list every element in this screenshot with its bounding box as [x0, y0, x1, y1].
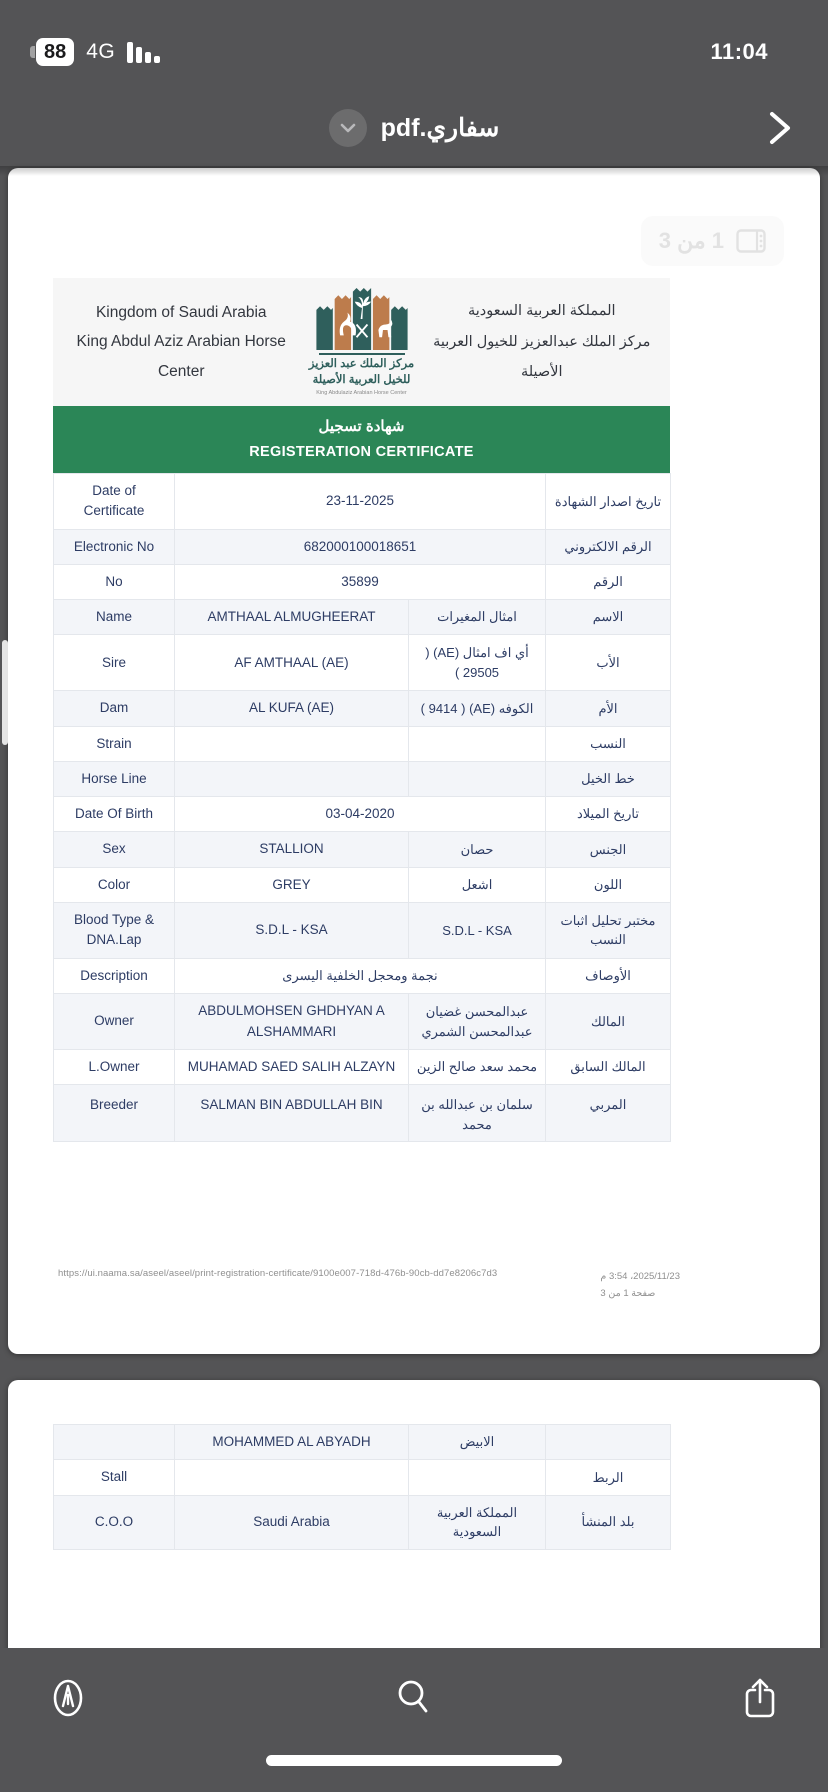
status-bar: [0, 0, 828, 90]
battery-percentage: 88: [36, 38, 74, 66]
cell-label-english: Dam: [54, 691, 175, 726]
cell-value-english: S.D.L - KSA: [175, 902, 409, 958]
cell-value-merged: نجمة ومحجل الخلفية اليسرى: [175, 958, 546, 993]
print-source-url: https://ui.naama.sa/aseel/aseel/print-registration-certificate/9100e007-718d-476b-90cb-dd7e8206c7d3: [58, 1268, 498, 1279]
cell-label-arabic: المالك: [546, 994, 671, 1050]
markup-button[interactable]: [40, 1670, 96, 1726]
cell-label-english: Strain: [54, 726, 175, 761]
cell-value-english: Saudi Arabia: [175, 1495, 409, 1549]
cell-label-english: Horse Line: [54, 761, 175, 796]
cell-label-arabic: الربط: [546, 1460, 671, 1495]
cell-label-arabic: الأم: [546, 691, 671, 726]
table-row: [54, 1050, 671, 1085]
search-icon: [392, 1676, 436, 1720]
print-page-number: صفحة 1 من 3: [600, 1288, 656, 1300]
clock: 11:04: [710, 39, 768, 64]
home-indicator[interactable]: [266, 1755, 562, 1766]
cell-label-arabic: المربي: [546, 1085, 671, 1142]
table-row: [54, 761, 671, 796]
cell-label-arabic: الأوصاف: [546, 958, 671, 993]
table-row: [54, 1085, 671, 1142]
table-row: [54, 867, 671, 902]
cell-value-english: ABDULMOHSEN GHDHYAN A ALSHAMMARI: [175, 994, 409, 1050]
horse-center-emblem-icon: [316, 288, 408, 350]
cell-label-english: No: [54, 564, 175, 599]
cell-label-arabic: تاريخ الميلاد: [546, 797, 671, 832]
cell-value-arabic: [409, 726, 546, 761]
cell-label-english: Breeder: [54, 1085, 175, 1142]
scrollbar[interactable]: [2, 640, 8, 745]
cell-value-merged: 23-11-2025: [175, 474, 546, 530]
logo-caption: King Abdulaziz Arabian Horse Center: [316, 390, 407, 397]
table-row: [54, 1495, 671, 1549]
cell-value-arabic: سلمان بن عبدالله بن محمد: [409, 1085, 546, 1142]
cell-label-arabic: الجنس: [546, 832, 671, 867]
network-type-label: 4G: [86, 40, 116, 63]
cell-label-english: Blood Type & DNA.Lap: [54, 902, 175, 958]
table-row: [54, 635, 671, 691]
certificate-body: [53, 278, 670, 1142]
page-indicator-button[interactable]: [641, 216, 784, 266]
signal-strength-icon: [127, 41, 160, 63]
table-row: [54, 832, 671, 867]
cell-value-english: MUHAMAD SAED SALIH ALZAYN: [175, 1050, 409, 1085]
header-arabic-text: المملكة العربية السعودية مركز الملك عبدالعزيز للخيول العربية الأصيلة: [433, 303, 651, 381]
cell-label-english: C.O.O: [54, 1495, 175, 1549]
nav-bar: [0, 90, 828, 166]
cell-label-arabic: بلد المنشأ: [546, 1495, 671, 1549]
cell-value-merged: 03-04-2020: [175, 797, 546, 832]
print-datetime: 2025/11/23، 3:54 م: [600, 1271, 680, 1282]
pdf-print-footer: [58, 1268, 680, 1302]
cell-value-english: AMTHAAL ALMUGHEERAT: [175, 600, 409, 635]
title-disclosure-button[interactable]: [329, 109, 367, 147]
battery-icon: [30, 38, 74, 66]
logo-divider: [319, 353, 405, 355]
cell-value-english: [175, 761, 409, 796]
cell-label-english: [54, 1425, 175, 1460]
cell-value-merged: 35899: [175, 564, 546, 599]
cell-label-english: Electronic No: [54, 529, 175, 564]
certificate-table: [53, 473, 671, 1142]
cell-label-english: Stall: [54, 1460, 175, 1495]
cell-value-english: AL KUFA (AE): [175, 691, 409, 726]
cell-label-arabic: النسب: [546, 726, 671, 761]
back-button[interactable]: [758, 106, 802, 150]
certificate-header: [53, 278, 670, 406]
cell-label-english: Owner: [54, 994, 175, 1050]
table-row: [54, 726, 671, 761]
certificate-title-banner: [53, 406, 670, 473]
markup-pen-icon: [46, 1676, 90, 1720]
bottom-toolbar: [0, 1648, 828, 1792]
banner-title-arabic: شهادة تسجيل: [318, 418, 405, 436]
cell-label-english: Sex: [54, 832, 175, 867]
table-row: [54, 474, 671, 530]
cell-value-english: GREY: [175, 867, 409, 902]
cell-label-arabic: المالك السابق: [546, 1050, 671, 1085]
cell-value-arabic: المملكة العربية السعودية: [409, 1495, 546, 1549]
pdf-page-1: [8, 168, 820, 1354]
battery-cap: [30, 46, 35, 58]
cell-label-english: L.Owner: [54, 1050, 175, 1085]
cell-value-arabic: عبدالمحسن غضيان عبدالمحسن الشمري: [409, 994, 546, 1050]
cell-label-arabic: مختبر تحليل اثبات النسب: [546, 902, 671, 958]
cell-label-arabic: تاريخ اصدار الشهادة: [546, 474, 671, 530]
cell-value-arabic: أي اف امثال (AE) ( 29505 ): [409, 635, 546, 691]
cell-value-english: STALLION: [175, 832, 409, 867]
cell-value-arabic: محمد سعد صالح الزين: [409, 1050, 546, 1085]
cell-value-arabic: امثال المغيرات: [409, 600, 546, 635]
table-row: [54, 958, 671, 993]
share-icon: [738, 1676, 782, 1720]
cell-value-english: [175, 726, 409, 761]
certificate-body-page2: [53, 1424, 670, 1550]
cell-value-english: MOHAMMED AL ABYADH: [175, 1425, 409, 1460]
page-indicator-label: 1 من 3: [658, 228, 724, 253]
cell-value-arabic: حصان: [409, 832, 546, 867]
cell-value-merged: 682000100018651: [175, 529, 546, 564]
search-button[interactable]: [386, 1670, 442, 1726]
cell-label-english: Description: [54, 958, 175, 993]
cell-label-arabic: الأب: [546, 635, 671, 691]
cell-value-arabic: [409, 761, 546, 796]
cell-label-english: Name: [54, 600, 175, 635]
cell-label-english: Date Of Birth: [54, 797, 175, 832]
certificate-table-page2: [53, 1424, 671, 1550]
thumbnails-sidebar-icon: [736, 229, 766, 253]
banner-title-english: REGISTERATION CERTIFICATE: [249, 444, 474, 461]
cell-label-english: Date of Certificate: [54, 474, 175, 530]
cell-label-arabic: الاسم: [546, 600, 671, 635]
table-row: [54, 564, 671, 599]
cell-value-arabic: اشعل: [409, 867, 546, 902]
pdf-viewer[interactable]: [0, 166, 828, 1648]
cell-label-english: Sire: [54, 635, 175, 691]
cell-label-arabic: الرقم: [546, 564, 671, 599]
share-button[interactable]: [732, 1670, 788, 1726]
cell-value-english: SALMAN BIN ABDULLAH BIN: [175, 1085, 409, 1142]
cell-label-english: Color: [54, 867, 175, 902]
chevron-down-icon: [338, 118, 358, 138]
cell-value-arabic: الكوفه (AE) ( 9414 ): [409, 691, 546, 726]
table-row: [54, 1425, 671, 1460]
cell-value-english: AF AMTHAAL (AE): [175, 635, 409, 691]
cell-label-arabic: الرقم الالكتروني: [546, 529, 671, 564]
chevron-right-icon: [767, 108, 793, 148]
cell-value-arabic: [409, 1460, 546, 1495]
table-row: [54, 600, 671, 635]
table-row: [54, 902, 671, 958]
table-row: [54, 529, 671, 564]
cell-value-english: [175, 1460, 409, 1495]
header-english-text: Kingdom of Saudi Arabia King Abdul Aziz Arabian Horse Center: [76, 303, 286, 380]
cell-label-arabic: اللون: [546, 867, 671, 902]
cell-label-arabic: خط الخيل: [546, 761, 671, 796]
document-title: سفاري.pdf: [380, 114, 500, 142]
cell-value-arabic: الابيض: [409, 1425, 546, 1460]
table-row: [54, 797, 671, 832]
cell-value-arabic: S.D.L - KSA: [409, 902, 546, 958]
table-row: [54, 994, 671, 1050]
table-row: [54, 1460, 671, 1495]
horse-center-logo: مركز الملك عبد العزيز للخيل العربية الأصيلة King Abdulaziz Arabian Horse Center: [302, 288, 422, 396]
table-row: [54, 691, 671, 726]
cell-label-arabic: [546, 1425, 671, 1460]
